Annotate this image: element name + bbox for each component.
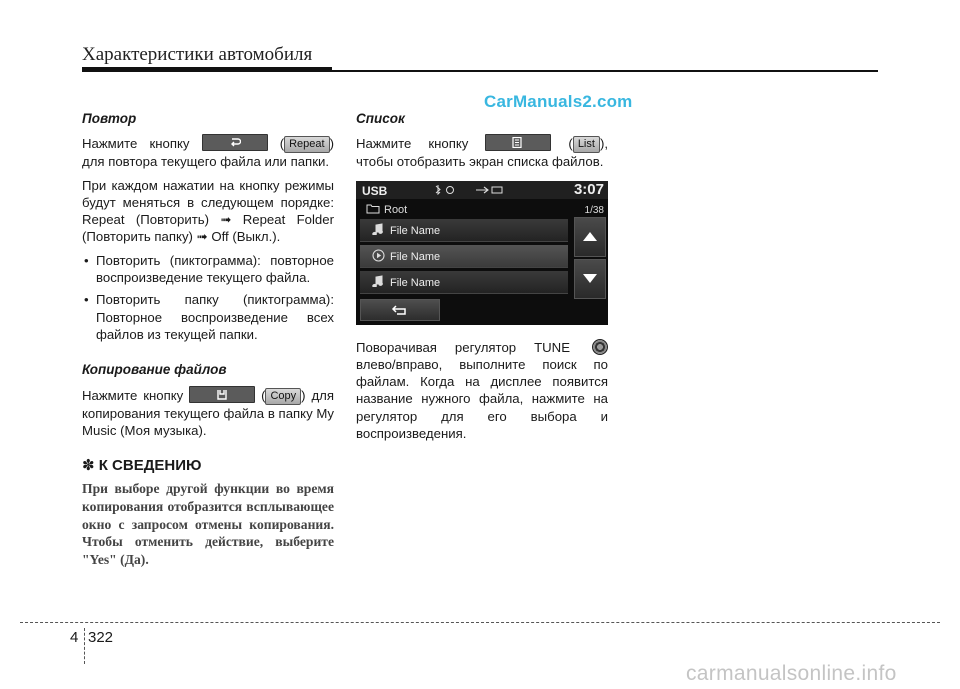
list-section-title: Список: [356, 111, 405, 126]
repeat-icon: [229, 137, 241, 148]
folder-path: [360, 201, 570, 217]
header-rule: [82, 70, 878, 72]
screen-clock: 3:07: [573, 180, 604, 198]
repeat-bullets: [82, 252, 334, 343]
list-icon-button: [485, 134, 551, 151]
list-label-button: List: [573, 136, 600, 153]
left-column: [82, 110, 334, 568]
file-list-item[interactable]: [360, 271, 568, 294]
list-item: • Повторить (пиктограмма): повторное воспроизведение текущего файла.: [84, 252, 334, 286]
repeat-instruction: Нажмите кнопку ( Repeat ) для повтора текущего файла или папки.: [82, 136, 334, 170]
list-item: • Повторить папку (пиктограмма): Повторное воспроизведение всех файлов из текущей папки.: [84, 292, 334, 342]
watermark-top: CarManuals2.com: [484, 92, 633, 111]
right-column: [356, 110, 608, 448]
list-icon: [512, 137, 522, 148]
file-name: File Name: [390, 224, 441, 237]
note-title: ✽ К СВЕДЕНИЮ: [82, 457, 202, 475]
file-name: File Name: [390, 250, 441, 263]
screen-source-label: USB: [362, 183, 388, 198]
save-icon: [216, 389, 228, 400]
copy-label-button: Copy: [265, 388, 301, 405]
folder-icon: [366, 204, 380, 214]
copy-section-title: Копирование файлов: [82, 362, 227, 378]
repeat-icon-button: [202, 134, 268, 151]
music-note-icon: [372, 223, 384, 235]
repeat-section-title: Повтор: [82, 111, 137, 126]
chapter-number: 4: [70, 629, 79, 646]
list-instruction: Нажмите кнопку ( List ), чтобы отобразить экран списка файлов.: [356, 136, 609, 170]
footer-divider: [20, 622, 940, 623]
arrow-down-icon: [583, 274, 597, 283]
tune-knob-icon: [592, 339, 608, 355]
back-icon: [391, 304, 409, 316]
file-list-item[interactable]: [360, 219, 568, 242]
arrow-up-icon: [583, 232, 597, 241]
file-list-item-playing[interactable]: [360, 245, 568, 268]
usb-icon: [474, 185, 504, 195]
copy-instruction: Нажмите кнопку ( Copy ) для копирования текущего файла в папку My Music (Моя музыка).: [82, 387, 334, 438]
footer-vertical-divider: [84, 628, 85, 664]
page-header-title: Характеристики автомобиля: [82, 44, 313, 65]
music-note-icon: [372, 275, 384, 287]
back-button[interactable]: [360, 299, 440, 321]
repeat-modes-paragraph: При каждом нажатии на кнопку режимы будут меняться в следующем порядке: Repeat (Повторить) ➟ Repeat Folder (Повторить папку) ➟ Off (Выкл.).: [82, 177, 334, 245]
play-icon: [372, 249, 385, 262]
file-name: File Name: [390, 276, 441, 289]
page-number: 322: [88, 629, 114, 646]
copy-icon-button: [189, 386, 255, 403]
track-count: 1/38: [584, 204, 604, 216]
tune-instruction: Поворачивая регулятор TUNE влево/вправо, выполните поиск по файлам. Когда на дисплее появится название нужного файла, нажмите на регулятор для его выбора и воспроизведения.: [356, 339, 608, 442]
scroll-up-button[interactable]: [574, 217, 606, 257]
status-icons: [434, 185, 474, 195]
watermark-bottom: carmanualsonline.info: [686, 662, 897, 685]
note-body: При выборе другой функции во время копирования отобразится всплывающее окно с запросом отмены копирования. Чтобы отменить действие, выберите "Yes" (Да).: [82, 481, 334, 567]
folder-name: Root: [384, 203, 408, 216]
repeat-label-button: Repeat: [284, 136, 329, 153]
file-list-screen: [356, 181, 608, 325]
scroll-down-button[interactable]: [574, 259, 606, 299]
